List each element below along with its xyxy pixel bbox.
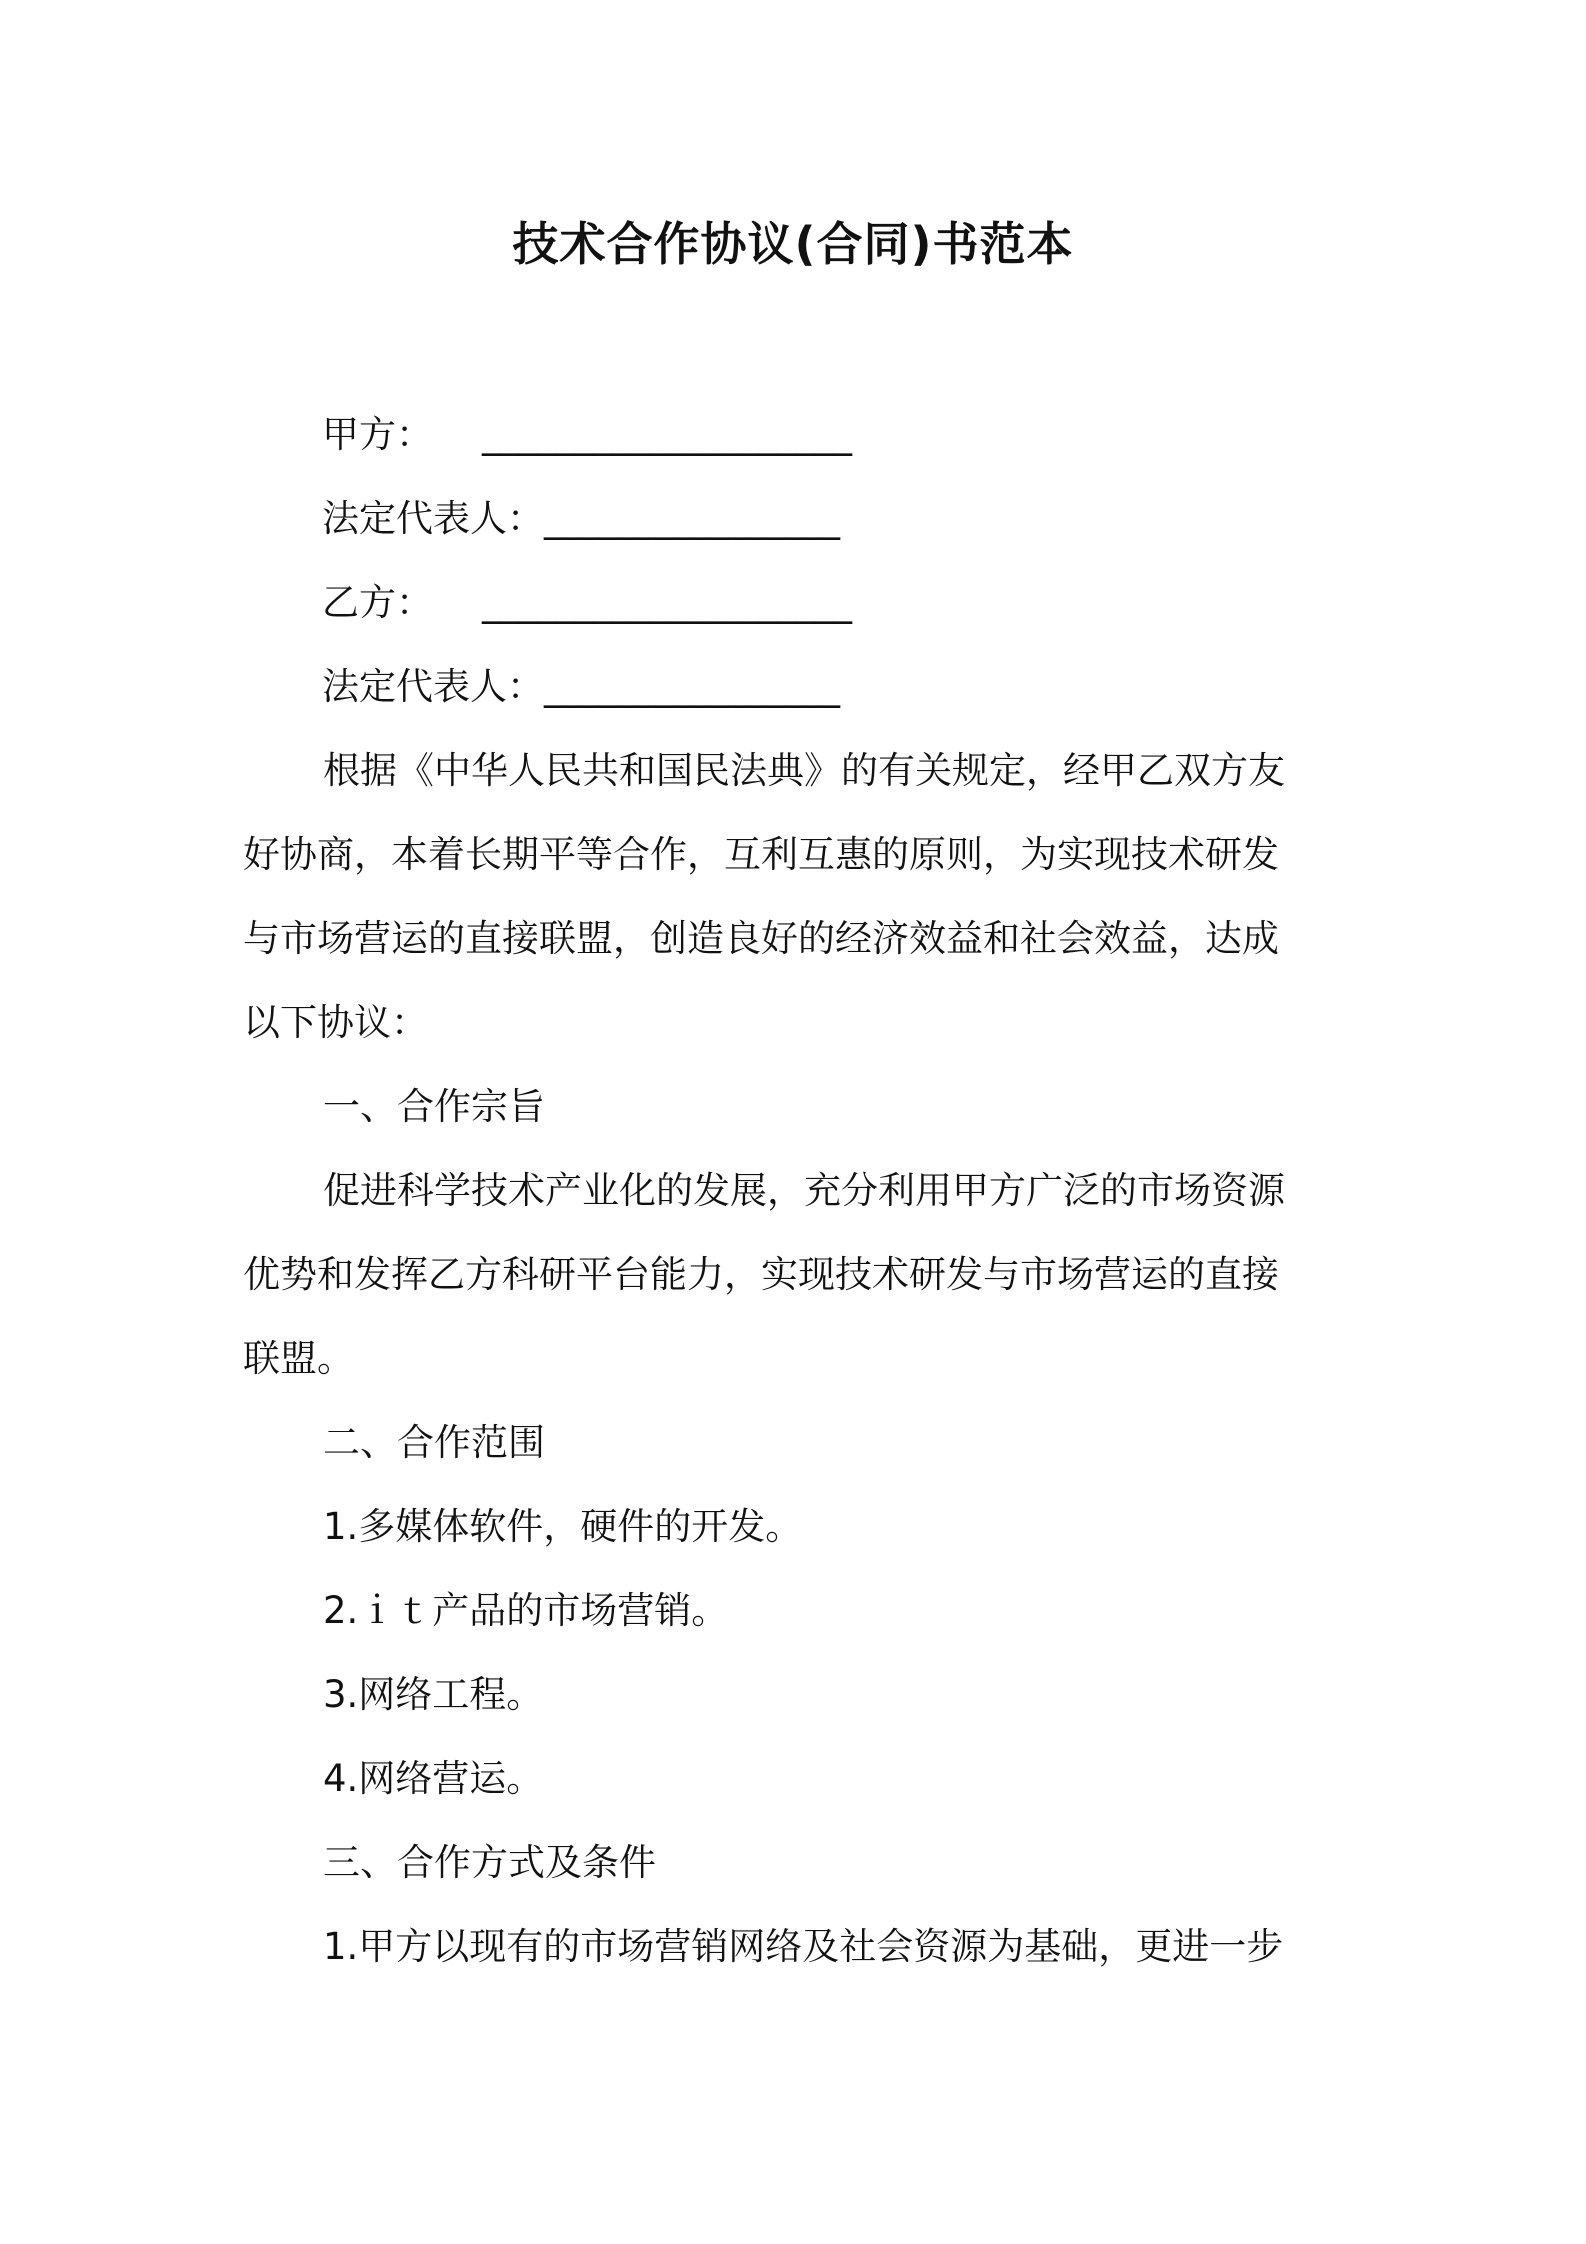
intro-line: 以下协议： <box>243 1001 428 1044</box>
section1-line: 优势和发挥乙方科研平台能力，实现技术研发与市场营运的直接 <box>243 1253 1279 1296</box>
intro-line: 根据《中华人民共和国民法典》的有关规定，经甲乙双方友 <box>323 749 1285 792</box>
section2-item: 2.ｉｔ产品的市场营销。 <box>323 1589 729 1632</box>
document-content <box>243 729 1348 1989</box>
party-b-representative-label: 法定代表人： <box>322 665 544 708</box>
section3-item: 1.甲方以现有的市场营销网络及社会资源为基础，更进一步 <box>323 1925 1284 1968</box>
section2-item: 1.多媒体软件，硬件的开发。 <box>323 1505 803 1548</box>
party-a-representative-blank: ________________ <box>544 497 840 540</box>
party-a-representative-row <box>322 477 1348 561</box>
section2-item: 4.网络营运。 <box>323 1757 544 1800</box>
party-b-representative-blank: ________________ <box>544 665 840 708</box>
section3-heading: 三、合作方式及条件 <box>323 1841 656 1884</box>
party-b-row <box>322 561 1348 645</box>
party-a-representative-label: 法定代表人： <box>322 497 544 540</box>
party-a-row <box>322 393 1348 477</box>
party-a-blank: ____________________ <box>482 413 852 456</box>
section2-heading: 二、合作范围 <box>323 1421 545 1464</box>
party-b-blank: ____________________ <box>482 581 852 624</box>
section1-line: 联盟。 <box>243 1337 354 1380</box>
intro-line: 与市场营运的直接联盟，创造良好的经济效益和社会效益，达成 <box>243 917 1279 960</box>
party-b-representative-row <box>322 645 1348 729</box>
section2-item: 3.网络工程。 <box>323 1673 544 1716</box>
intro-line: 好协商，本着长期平等合作，互利互惠的原则，为实现技术研发 <box>243 833 1279 876</box>
party-b-label: 乙方： <box>322 581 433 624</box>
section1-heading: 一、合作宗旨 <box>323 1085 545 1128</box>
document-title: 技术合作协议(合同)书范本 <box>512 217 1074 271</box>
party-a-label: 甲方： <box>322 413 433 456</box>
document-body <box>322 393 1348 729</box>
section1-line: 促进科学技术产业化的发展，充分利用甲方广泛的市场资源 <box>323 1169 1285 1212</box>
